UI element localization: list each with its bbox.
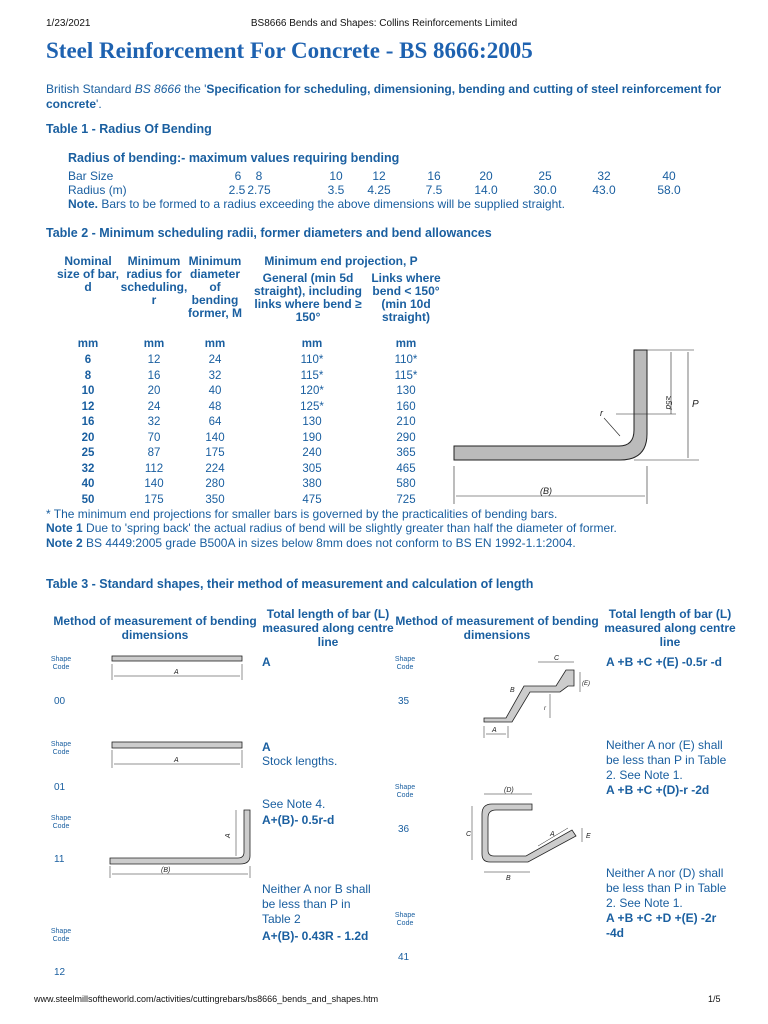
table2-col-links: Links where bend < 150° (min 10d straight) — [371, 271, 441, 324]
table-row — [0, 416, 450, 431]
table2-unit-cell: mm — [143, 338, 165, 350]
intro-standard: BS 8666 — [134, 82, 181, 96]
table2-unit-cell: mm — [301, 338, 323, 350]
shape-36-label-a: A — [550, 831, 555, 838]
shape-01-text: Stock lengths. — [262, 754, 338, 768]
table2-cell: 290 — [396, 431, 416, 444]
table2-cell: 24 — [208, 354, 222, 366]
table2-cell: 130 — [396, 385, 416, 397]
table1-cell: 16 — [427, 169, 441, 183]
table2-cell: 20 — [147, 385, 161, 397]
table1-cell: 40 — [662, 169, 676, 183]
table2-cell: 175 — [205, 447, 225, 459]
table3-heading: Table 3 - Standard shapes, their method of measurement and calculation of length — [46, 577, 534, 591]
table2-cell: 110* — [394, 354, 418, 366]
table1-cell: 4.25 — [367, 183, 391, 197]
shape-35-label-b: B — [510, 687, 515, 694]
shape-41-code: 41 — [398, 952, 410, 963]
intro-paragraph — [46, 82, 736, 112]
note1-text: Due to 'spring back' the actual radius of bend will be slightly greater than half the diameter of former. — [82, 521, 617, 535]
table2-col-min-radius: Minimum radius for scheduling, r — [120, 254, 188, 307]
table-row — [0, 447, 450, 462]
table2-cell: 475 — [302, 493, 322, 506]
table3-left-method-header: Method of measurement of bending dimensions — [53, 614, 257, 642]
table2-cell: 6 — [84, 354, 92, 366]
diagram-label-p5d: ≥5d — [664, 396, 673, 410]
print-date: 1/23/2021 — [46, 18, 91, 29]
note1-label: Note 1 — [46, 521, 83, 535]
shape-01-code: 01 — [54, 782, 66, 793]
table2-cell: 12 — [147, 354, 161, 366]
table2-cell: 32 — [147, 416, 161, 428]
shape-11-label-a: A — [225, 833, 232, 838]
table2-cell: 210 — [396, 416, 416, 428]
bend-diagram — [444, 344, 714, 504]
table2-cell: 280 — [205, 478, 225, 490]
table1-cell: 58.0 — [657, 183, 681, 197]
table2-cell: 380 — [302, 478, 322, 490]
table-row — [0, 478, 450, 493]
table-row — [0, 463, 450, 478]
table3-right-length-header: Total length of bar (L) measured along centre line — [604, 607, 736, 649]
shape-35-label-e: (E) — [582, 681, 590, 687]
shape-12-formula: A+(B)- 0.43R - 1.2d — [262, 929, 369, 943]
table2-cell: 10 — [81, 385, 95, 397]
table2-cell: 110* — [300, 354, 324, 366]
shape-01-label-a: A — [174, 757, 179, 764]
table2-cell: 140 — [144, 478, 164, 490]
table1-heading: Table 1 - Radius Of Bending — [46, 122, 212, 136]
table-row — [0, 432, 450, 447]
shape-11-diagram — [106, 806, 256, 882]
table2-cell: 50 — [81, 493, 95, 506]
table1-bar-size-row — [0, 169, 768, 183]
print-page-title: BS8666 Bends and Shapes: Collins Reinforcements Limited — [250, 18, 518, 29]
shape-41-formula: A +B +C +D +(E) -2r -4d — [606, 911, 717, 940]
shape-35-code: 35 — [398, 696, 410, 707]
shape-00-code: 00 — [54, 696, 66, 707]
table2-col-nominal-size: Nominal size of bar, d — [56, 254, 120, 294]
page-title: Steel Reinforcement For Concrete - BS 8666:2005 — [46, 38, 533, 63]
table2-cell: 70 — [147, 431, 161, 444]
table1-cell: 30.0 — [533, 183, 557, 197]
table2-unit-cell: mm — [395, 338, 417, 350]
shape-code-label: Shape Code — [50, 656, 72, 671]
table1-note-label: Note. — [68, 197, 98, 211]
shape-35-label-a: A — [492, 727, 497, 734]
table-row — [0, 401, 450, 416]
shape-35-formula: A +B +C +(E) -0.5r -d — [606, 655, 722, 669]
table2-body — [0, 338, 450, 508]
table2-cell: 20 — [81, 431, 95, 444]
table2-cell: 305 — [302, 462, 322, 475]
table3-right-method-header: Method of measurement of bending dimensions — [395, 614, 599, 642]
intro-suffix: '. — [96, 97, 102, 111]
shape-11-formula: A+(B)- 0.5r-d — [262, 813, 335, 827]
print-page-number: 1/5 — [708, 994, 721, 1004]
shape-code-label: Shape Code — [394, 912, 416, 927]
shape-36-label-d: (D) — [504, 787, 514, 794]
table2-cell: 32 — [208, 369, 222, 382]
shape-code-label: Shape Code — [394, 656, 416, 671]
table1-radius-row — [0, 183, 768, 197]
intro-prefix: British Standard — [46, 82, 135, 96]
table1-cell: 12 — [372, 169, 386, 183]
shape-11-label-b: (B) — [161, 867, 171, 874]
table1-cell: 10 — [329, 169, 343, 183]
table2-cell: 240 — [302, 447, 322, 459]
diagram-label-r: r — [600, 408, 603, 418]
table2-cell: 365 — [396, 447, 416, 459]
table2-col-end-projection: Minimum end projection, P — [264, 254, 418, 268]
shape-35-label-c: C — [554, 655, 560, 662]
table-row — [0, 385, 450, 400]
table2-col-general: General (min 5d straight), including links where bend ≥ 150° — [254, 271, 362, 324]
table2-heading: Table 2 - Minimum scheduling radii, former diameters and bend allowances — [46, 226, 492, 240]
shape-00-formula: A — [262, 655, 271, 669]
shape-36-diagram — [462, 784, 602, 880]
shape-12-code: 12 — [54, 967, 66, 978]
shape-36-text: Neither A nor (D) shall be less than P in Table 2. See Note 1. — [606, 866, 727, 910]
print-url: www.steelmillsoftheworld.com/activities/cuttingrebars/bs8666_bends_and_shapes.htm — [34, 994, 379, 1004]
shape-01-diagram — [108, 734, 248, 772]
shape-code-label: Shape Code — [50, 928, 72, 943]
table2-cell: 64 — [208, 416, 222, 428]
shape-35-formula-2: A +B +C +(D)-r -2d — [606, 783, 710, 797]
table1-subheading: Radius of bending:- maximum values requiring bending — [68, 151, 400, 165]
diagram-label-b: (B) — [540, 486, 552, 496]
table2-cell: 580 — [396, 478, 416, 490]
table1-cell: 8 — [255, 169, 263, 183]
table2-cell: 25 — [81, 447, 95, 459]
shape-36-label-e: E — [586, 833, 591, 840]
table2-cell: 140 — [205, 431, 225, 444]
table1-cell: 20 — [479, 169, 493, 183]
table2-cell: 8 — [84, 369, 92, 382]
table-row — [0, 370, 450, 385]
table2-unit-cell: mm — [77, 338, 99, 350]
table2-cell: 130 — [302, 416, 322, 428]
shape-01-formula: A — [262, 740, 271, 754]
table2-cell: 112 — [144, 462, 164, 475]
table1-cell: 3.5 — [327, 183, 345, 197]
table1-note-text: Bars to be formed to a radius exceeding the above dimensions will be supplied straight. — [98, 197, 565, 211]
shape-36-label-c: C — [466, 831, 472, 838]
note2-text: BS 4449:2005 grade B500A in sizes below 8mm does not conform to BS EN 1992-1.1:2004. — [82, 536, 576, 550]
table1-cell: 32 — [597, 169, 611, 183]
table2-cell: 725 — [396, 493, 416, 506]
shape-36-code: 36 — [398, 824, 410, 835]
table2-col-former-diameter: Minimum diameter of bending former, M — [188, 254, 243, 320]
table2-cell: 12 — [81, 400, 95, 413]
radius-label: Radius (m) — [68, 183, 127, 197]
shape-00-label-a: A — [174, 669, 179, 676]
table2-cell: 16 — [147, 369, 161, 382]
shape-11-code: 11 — [54, 854, 65, 865]
table1-cell: 2.75 — [247, 183, 271, 197]
table2-cell: 120* — [300, 385, 324, 397]
diagram-label-p: P — [692, 399, 699, 410]
table2-cell: 224 — [205, 462, 225, 475]
table2-cell: 350 — [205, 493, 225, 506]
table1-cell: 6 — [234, 169, 242, 183]
note2-label: Note 2 — [46, 536, 83, 550]
shape-11-text: Neither A nor B shall be less than P in Table 2 — [262, 882, 371, 926]
table2-unit-cell: mm — [204, 338, 226, 350]
table1-cell: 7.5 — [425, 183, 443, 197]
table2-cell: 32 — [81, 462, 95, 475]
shape-35-label-r: r — [544, 706, 546, 712]
table2-cell: 115* — [394, 369, 418, 382]
shape-00-diagram — [108, 650, 248, 684]
shape-35-text: Neither A nor (E) shall be less than P in Table 2. See Note 1. — [606, 738, 727, 782]
intro-middle: the ' — [180, 82, 207, 96]
table1-cell: 14.0 — [474, 183, 498, 197]
table2-cell: 48 — [208, 400, 222, 413]
shape-code-label: Shape Code — [50, 815, 72, 830]
table2-cell: 24 — [147, 400, 161, 413]
table2-cell: 175 — [144, 493, 164, 506]
table1-cell: 43.0 — [592, 183, 616, 197]
table2-note1 — [46, 521, 617, 536]
table2-cell: 115* — [300, 369, 324, 382]
table2-cell: 87 — [147, 447, 161, 459]
table-row — [0, 354, 450, 369]
table2-unit-row — [0, 338, 450, 352]
table2-cell: 16 — [81, 416, 95, 428]
table2-cell: 40 — [81, 478, 95, 490]
table2-note2 — [46, 536, 576, 551]
table2-cell: 190 — [302, 431, 322, 444]
shape-code-label: Shape Code — [394, 784, 416, 799]
table2-cell: 125* — [300, 400, 324, 413]
shape-36-label-b: B — [506, 875, 511, 880]
bar-size-label: Bar Size — [68, 169, 114, 183]
table1-cell: 2.5 — [228, 183, 246, 197]
table2-cell: 465 — [396, 462, 416, 475]
table2-cell: 40 — [208, 385, 222, 397]
shape-code-label: Shape Code — [50, 741, 72, 756]
shape-01-note: See Note 4. — [262, 797, 326, 811]
intro-spec-title: Specification for scheduling, dimensioning, bending and cutting of steel reinforcement for concrete — [46, 82, 722, 111]
table1-cell: 25 — [538, 169, 552, 183]
table2-cell: 160 — [396, 400, 416, 413]
table2-footnote: * The minimum end projections for smaller bars is governed by the practicalities of bending bars. — [46, 507, 558, 521]
table3-left-length-header: Total length of bar (L) measured along centre line — [262, 607, 394, 649]
table1-note — [68, 197, 565, 211]
shape-35-diagram — [478, 652, 600, 740]
